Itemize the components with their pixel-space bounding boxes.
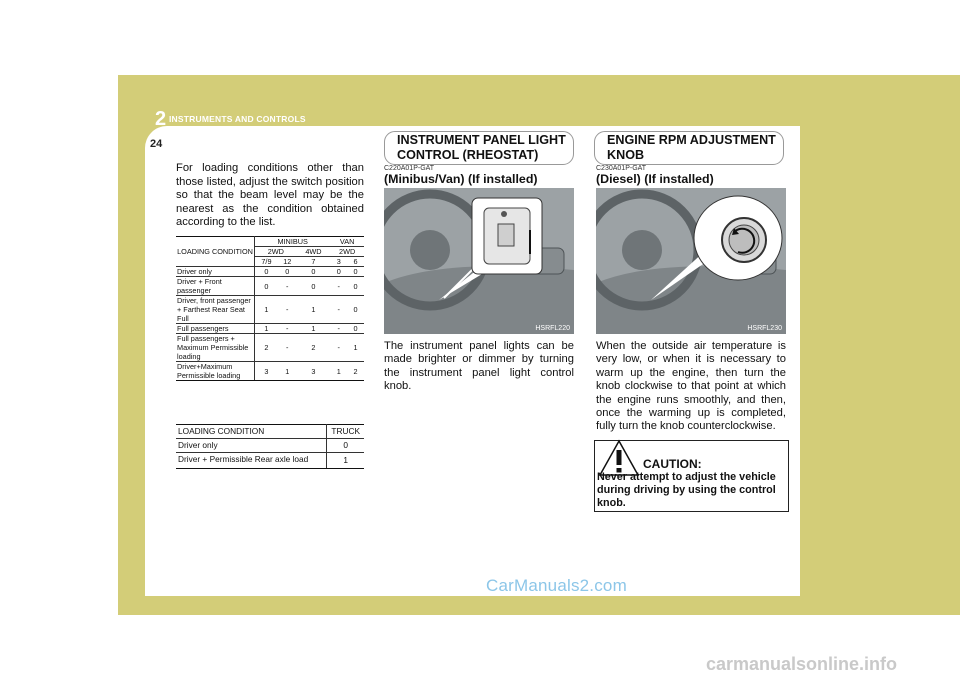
row-label: Full passengers + Maximum Permissible loading xyxy=(176,334,255,362)
table-group-van: VAN xyxy=(330,237,364,247)
cell: 0 xyxy=(347,324,364,334)
table-col-79: 7/9 xyxy=(255,257,278,267)
cell: 1 xyxy=(297,324,331,334)
loading-table-minibus-van xyxy=(176,236,364,381)
row-label: Driver+Maximum Permissible loading xyxy=(176,362,255,381)
table-sub-van-2wd: 2WD xyxy=(330,247,364,257)
cell: 2 xyxy=(297,334,331,362)
table-col-6: 6 xyxy=(347,257,364,267)
cell: - xyxy=(330,334,347,362)
cell: 2 xyxy=(255,334,278,362)
table-row xyxy=(176,296,364,324)
rheostat-description: The instrument panel lights can be made brighter or dimmer by turning the instrument panel light control knob. xyxy=(384,340,574,393)
row-label: Driver, front passenger + Farthest Rear Seat Full xyxy=(176,296,255,324)
cell: 0 xyxy=(327,439,364,453)
table-col-3: 3 xyxy=(330,257,347,267)
caution-text: Never attempt to adjust the vehicle during driving by using the control knob. xyxy=(597,471,776,509)
figure-code: HSRFL220 xyxy=(535,325,570,332)
cell: 3 xyxy=(297,362,331,381)
cell: 1 xyxy=(278,362,297,381)
cell: 1 xyxy=(330,362,347,381)
loading-table-truck xyxy=(176,424,364,469)
figure-code: HSRFL230 xyxy=(747,325,782,332)
cell: 3 xyxy=(255,362,278,381)
cell: - xyxy=(278,334,297,362)
cell: 0 xyxy=(347,296,364,324)
table-row xyxy=(176,453,364,469)
section-code: C230A01P-GAT xyxy=(596,165,647,172)
caution-box xyxy=(594,440,789,512)
table-row xyxy=(176,277,364,296)
table-row xyxy=(176,334,364,362)
watermark-top: CarManuals2.com xyxy=(486,576,627,595)
cell: 0 xyxy=(297,277,331,296)
table-row xyxy=(176,324,364,334)
section-title-rheostat: INSTRUMENT PANEL LIGHT CONTROL (RHEOSTAT) xyxy=(384,131,574,165)
table-row xyxy=(176,267,364,277)
cell: 1 xyxy=(255,296,278,324)
table-col-truck: TRUCK xyxy=(327,425,364,439)
cell: - xyxy=(278,277,297,296)
chapter-number: 2 xyxy=(155,108,167,130)
section-code: C220A01P-GAT xyxy=(384,165,435,172)
cell: 1 xyxy=(297,296,331,324)
table-group-minibus: MINIBUS xyxy=(255,237,331,247)
cell: 1 xyxy=(347,334,364,362)
cell: 0 xyxy=(278,267,297,277)
watermark-bottom: carmanualsonline.info xyxy=(706,654,898,674)
caution-title: CAUTION: xyxy=(643,457,702,471)
cell: 0 xyxy=(330,267,347,277)
row-label: Driver only xyxy=(176,439,327,453)
table-sub-2wd: 2WD xyxy=(255,247,297,257)
cell: - xyxy=(278,296,297,324)
rpm-description: When the outside air temperature is very low, or when it is necessary to warm up the engine, then turn the knob clockwise to that point at which the engine runs smoothly, and then, once the warming up is completed, fully turn the knob counterclockwise. xyxy=(596,340,786,433)
table-col-12: 12 xyxy=(278,257,297,267)
table-row xyxy=(176,439,364,453)
table-label-header: LOADING CONDITION xyxy=(176,237,255,267)
cell: 1 xyxy=(255,324,278,334)
chapter-title: INSTRUMENTS AND CONTROLS xyxy=(169,114,306,124)
dashboard-illustration xyxy=(384,188,574,334)
page-number: 24 xyxy=(150,138,163,150)
cell: - xyxy=(278,324,297,334)
row-label: Driver + Front passenger xyxy=(176,277,255,296)
cell: 1 xyxy=(327,453,364,469)
section-subhead: (Diesel) (If installed) xyxy=(596,172,714,186)
section-subhead: (Minibus/Van) (If installed) xyxy=(384,172,538,186)
cell: 0 xyxy=(255,277,278,296)
table-row xyxy=(176,362,364,381)
table-col-7: 7 xyxy=(297,257,331,267)
table-sub-4wd: 4WD xyxy=(297,247,331,257)
cell: - xyxy=(330,296,347,324)
cell: 0 xyxy=(255,267,278,277)
section-title-rpm: ENGINE RPM ADJUSTMENT KNOB xyxy=(594,131,784,165)
intro-paragraph: For loading conditions other than those listed, adjust the switch position so that the beam level may be the nearest as the condition obtained according to the list. xyxy=(176,162,364,229)
row-label: Full passengers xyxy=(176,324,255,334)
cell: 0 xyxy=(297,267,331,277)
figure-rheostat xyxy=(384,188,574,334)
cell: 0 xyxy=(347,277,364,296)
cell: 0 xyxy=(347,267,364,277)
dashboard-illustration xyxy=(596,188,786,334)
cell: - xyxy=(330,324,347,334)
table-label-header: LOADING CONDITION xyxy=(176,425,327,439)
cell: 2 xyxy=(347,362,364,381)
row-label: Driver only xyxy=(176,267,255,277)
cell: - xyxy=(330,277,347,296)
figure-rpm-knob xyxy=(596,188,786,334)
row-label: Driver + Permissible Rear axle load xyxy=(176,453,327,469)
